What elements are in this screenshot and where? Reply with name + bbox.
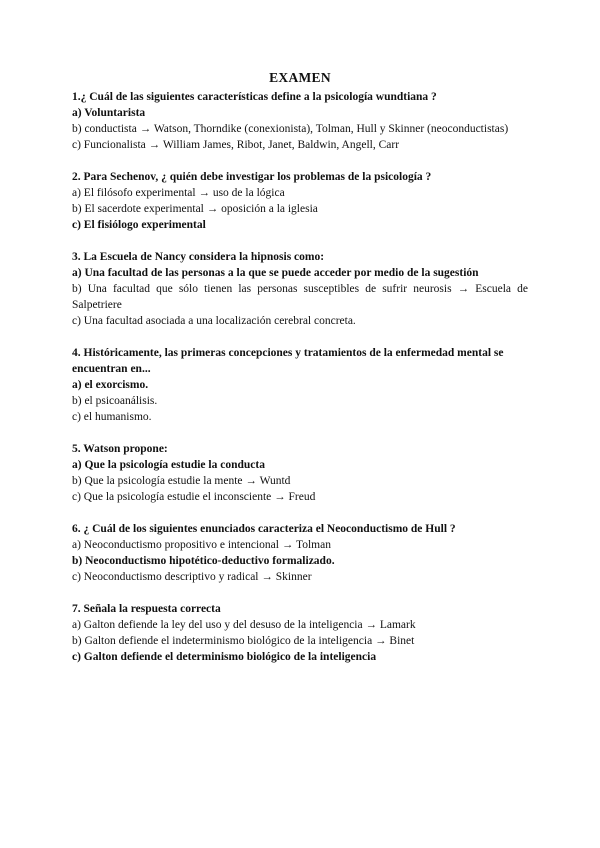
question-5 [72, 441, 528, 505]
answer-option: c) Que la psicología estudie el inconsciente → Freud [72, 491, 316, 503]
question-list [72, 89, 528, 665]
question-4 [72, 345, 528, 425]
question-text: 6. ¿ Cuál de los siguientes enunciados caracteriza el Neoconductismo de Hull ? [72, 523, 456, 535]
answer-option-correct: c) Galton defiende el determinismo biológico de la inteligencia [72, 651, 377, 663]
answer-option: a) Galton defiende la ley del uso y del desuso de la inteligencia → Lamark [72, 619, 416, 631]
answer-option: b) El sacerdote experimental → oposición a la iglesia [72, 203, 318, 215]
answer-option-correct: a) Que la psicología estudie la conducta [72, 459, 265, 471]
question-2 [72, 169, 528, 233]
question-text: 3. La Escuela de Nancy considera la hipnosis como: [72, 251, 325, 263]
answer-option: c) Una facultad asociada a una localización cerebral concreta. [72, 315, 356, 327]
answer-option-correct: b) Neoconductismo hipotético-deductivo formalizado. [72, 555, 335, 567]
answer-option-correct: a) el exorcismo. [72, 379, 149, 391]
answer-option: b) Que la psicología estudie la mente → Wuntd [72, 475, 291, 487]
question-3 [72, 249, 528, 329]
answer-option: c) el humanismo. [72, 411, 152, 423]
question-6 [72, 521, 528, 585]
answer-option: c) Funcionalista → William James, Ribot, Janet, Baldwin, Angell, Carr [72, 139, 400, 151]
answer-option-correct: c) El fisiólogo experimental [72, 219, 206, 231]
answer-option-correct: a) Una facultad de las personas a la que se puede acceder por medio de la sugestión [72, 267, 479, 279]
answer-option: b) conductista → Watson, Thorndike (conexionista), Tolman, Hull y Skinner (neoconductistas) [72, 123, 509, 135]
answer-option: a) Neoconductismo propositivo e intencional → Tolman [72, 539, 331, 551]
question-text: 1.¿ Cuál de las siguientes características define a la psicología wundtiana ? [72, 91, 437, 103]
question-text: 5. Watson propone: [72, 443, 168, 455]
answer-option: b) Galton defiende el indeterminismo biológico de la inteligencia → Binet [72, 635, 415, 647]
question-1 [72, 89, 528, 153]
answer-option: a) El filósofo experimental → uso de la lógica [72, 187, 285, 199]
answer-option: c) Neoconductismo descriptivo y radical → Skinner [72, 571, 312, 583]
answer-option-correct: a) Voluntarista [72, 107, 146, 119]
question-7 [72, 601, 528, 665]
question-text: 7. Señala la respuesta correcta [72, 603, 221, 615]
page-title: EXAMEN [269, 70, 331, 85]
answer-option: b) Una facultad que sólo tienen las personas susceptibles de sufrir neurosis → Escuela de Salpetriere [72, 283, 528, 311]
answer-option: b) el psicoanálisis. [72, 395, 158, 407]
question-text: 2. Para Sechenov, ¿ quién debe investigar los problemas de la psicología ? [72, 171, 432, 183]
question-text: 4. Históricamente, las primeras concepciones y tratamientos de la enfermedad mental se encuentran en... [72, 347, 504, 375]
